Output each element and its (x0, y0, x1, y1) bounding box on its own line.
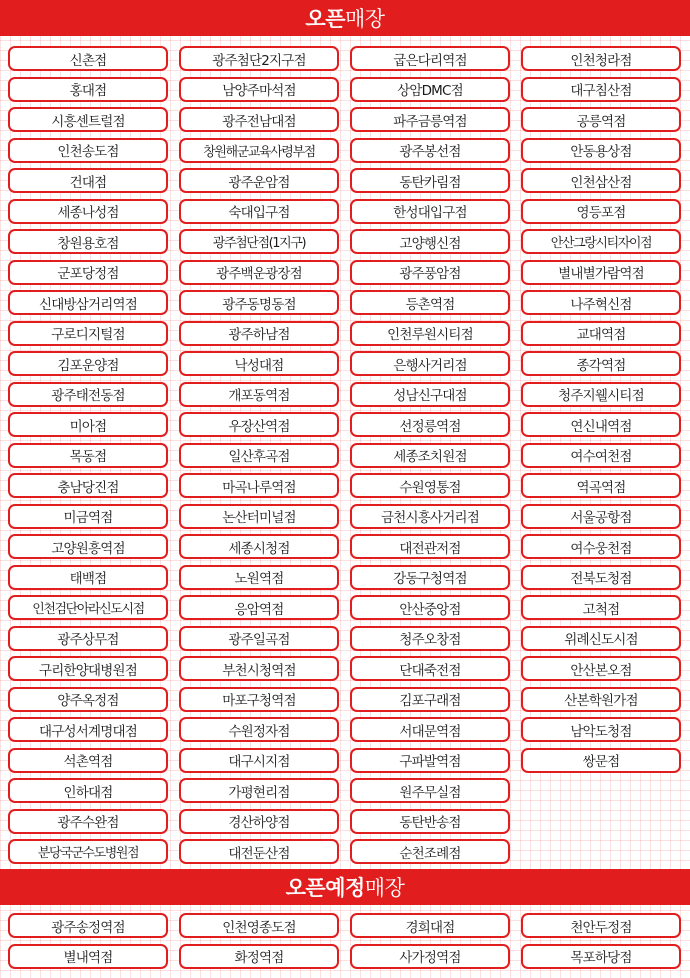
store-tag: 종각역점 (521, 351, 681, 376)
store-tag: 전북도청점 (521, 565, 681, 590)
store-tag: 건대점 (8, 168, 168, 193)
store-tag: 인천송도점 (8, 138, 168, 163)
store-tag: 수원정자점 (179, 717, 339, 742)
store-tag: 굽은다리역점 (350, 46, 510, 71)
empty-cell (521, 839, 681, 864)
store-tag: 청주오창점 (350, 626, 510, 651)
store-tag: 숙대입구점 (179, 199, 339, 224)
store-tag: 대구성서계명대점 (8, 717, 168, 742)
store-tag: 창원해군교육사령부점 (179, 138, 339, 163)
store-tag: 동탄반송점 (350, 809, 510, 834)
store-tag: 부천시청역점 (179, 656, 339, 681)
store-tag: 세종조치원점 (350, 443, 510, 468)
store-tag: 광주동명동점 (179, 290, 339, 315)
store-tag: 대전둔산점 (179, 839, 339, 864)
store-tag: 광주수완점 (8, 809, 168, 834)
store-tag: 공릉역점 (521, 107, 681, 132)
store-tag: 인하대점 (8, 778, 168, 803)
store-tag: 상암DMC점 (350, 77, 510, 102)
store-tag: 노원역점 (179, 565, 339, 590)
store-tag: 청주지웰시티점 (521, 382, 681, 407)
store-tag: 구로디지털점 (8, 321, 168, 346)
store-tag: 인천루원시티점 (350, 321, 510, 346)
store-tag: 인천영종도점 (179, 913, 339, 938)
store-tag: 일산후곡점 (179, 443, 339, 468)
store-tag: 강동구청역점 (350, 565, 510, 590)
store-tag: 경희대점 (350, 913, 510, 938)
store-tag: 우장산역점 (179, 412, 339, 437)
store-tag: 동탄카림점 (350, 168, 510, 193)
store-tag: 광주백운광장점 (179, 260, 339, 285)
store-tag: 인천청라점 (521, 46, 681, 71)
store-tag: 대전관저점 (350, 534, 510, 559)
store-tag: 서대문역점 (350, 717, 510, 742)
store-tag: 광주상무점 (8, 626, 168, 651)
store-tag: 안동용상점 (521, 138, 681, 163)
store-tag: 세종나성점 (8, 199, 168, 224)
store-tag: 대구시지점 (179, 748, 339, 773)
store-tag: 여수웅천점 (521, 534, 681, 559)
store-tag: 양주옥정점 (8, 687, 168, 712)
store-tag: 구리한양대병원점 (8, 656, 168, 681)
store-tag: 한성대입구점 (350, 199, 510, 224)
store-tag: 응암역점 (179, 595, 339, 620)
empty-cell (521, 778, 681, 803)
store-tag: 광주송정역점 (8, 913, 168, 938)
store-tag: 대구침산점 (521, 77, 681, 102)
store-tag: 은행사거리점 (350, 351, 510, 376)
store-tag: 고양행신점 (350, 229, 510, 254)
store-tag: 순천조례점 (350, 839, 510, 864)
store-tag: 등촌역점 (350, 290, 510, 315)
store-tag: 신촌점 (8, 46, 168, 71)
store-tag: 수원영통점 (350, 473, 510, 498)
store-tag: 석촌역점 (8, 748, 168, 773)
store-tag: 창원용호점 (8, 229, 168, 254)
upcoming-title-bold: 오픈예정 (285, 876, 365, 900)
store-tag: 원주무실점 (350, 778, 510, 803)
store-tag: 신대방삼거리역점 (8, 290, 168, 315)
store-tag: 미아점 (8, 412, 168, 437)
store-tag: 광주첨단2지구점 (179, 46, 339, 71)
open-title-bold: 오픈 (305, 7, 345, 31)
store-tag: 세종시청점 (179, 534, 339, 559)
store-tag: 광주운암점 (179, 168, 339, 193)
store-tag: 목포하당점 (521, 944, 681, 969)
store-tag: 홍대점 (8, 77, 168, 102)
store-tag: 고척점 (521, 595, 681, 620)
store-tag: 단대죽전점 (350, 656, 510, 681)
store-tag: 산본학원가점 (521, 687, 681, 712)
store-tag: 교대역점 (521, 321, 681, 346)
store-tag: 선정릉역점 (350, 412, 510, 437)
open-stores-grid (8, 46, 682, 864)
store-tag: 고양원흥역점 (8, 534, 168, 559)
store-tag: 연신내역점 (521, 412, 681, 437)
store-tag: 천안두정점 (521, 913, 681, 938)
store-tag: 쌍문점 (521, 748, 681, 773)
store-tag: 사가정역점 (350, 944, 510, 969)
store-tag: 여수여천점 (521, 443, 681, 468)
store-tag: 김포구래점 (350, 687, 510, 712)
store-tag: 시흥센트럴점 (8, 107, 168, 132)
store-tag: 광주봉선점 (350, 138, 510, 163)
store-tag: 파주금릉역점 (350, 107, 510, 132)
store-tag: 분당국군수도병원점 (8, 839, 168, 864)
store-tag: 개포동역점 (179, 382, 339, 407)
store-tag: 인천검단아라신도시점 (8, 595, 168, 620)
store-tag: 금천시흥사거리점 (350, 504, 510, 529)
store-tag: 안산중앙점 (350, 595, 510, 620)
store-tag: 인천삼산점 (521, 168, 681, 193)
store-tag: 태백점 (8, 565, 168, 590)
store-tag: 별내역점 (8, 944, 168, 969)
store-tag: 충남당진점 (8, 473, 168, 498)
open-stores-header (0, 0, 690, 36)
store-tag: 미금역점 (8, 504, 168, 529)
store-tag: 김포운양점 (8, 351, 168, 376)
store-tag: 경산하양점 (179, 809, 339, 834)
store-tag: 역곡역점 (521, 473, 681, 498)
store-tag: 마포구청역점 (179, 687, 339, 712)
store-tag: 서울공항점 (521, 504, 681, 529)
store-tag: 광주일곡점 (179, 626, 339, 651)
store-tag: 광주하남점 (179, 321, 339, 346)
upcoming-title-light: 매장 (364, 876, 405, 900)
store-tag: 광주풍암점 (350, 260, 510, 285)
store-tag: 구파발역점 (350, 748, 510, 773)
store-tag: 화정역점 (179, 944, 339, 969)
upcoming-stores-grid (8, 913, 682, 969)
store-tag: 영등포점 (521, 199, 681, 224)
store-tag: 논산터미널점 (179, 504, 339, 529)
store-tag: 군포당정점 (8, 260, 168, 285)
open-title-light: 매장 (345, 7, 385, 31)
upcoming-stores-header (0, 869, 690, 905)
store-tag: 남악도청점 (521, 717, 681, 742)
store-tag: 마곡나루역점 (179, 473, 339, 498)
store-tag: 남양주마석점 (179, 77, 339, 102)
store-tag: 성남신구대점 (350, 382, 510, 407)
store-tag: 별내별가람역점 (521, 260, 681, 285)
store-tag: 목동점 (8, 443, 168, 468)
empty-cell (521, 809, 681, 834)
store-tag: 가평현리점 (179, 778, 339, 803)
store-tag: 안산본오점 (521, 656, 681, 681)
store-tag: 안산그랑시티자이점 (521, 229, 681, 254)
store-tag: 낙성대점 (179, 351, 339, 376)
store-tag: 광주첨단점(1지구) (179, 229, 339, 254)
store-tag: 광주태전동점 (8, 382, 168, 407)
store-tag: 광주전남대점 (179, 107, 339, 132)
store-tag: 위례신도시점 (521, 626, 681, 651)
store-tag: 나주혁신점 (521, 290, 681, 315)
